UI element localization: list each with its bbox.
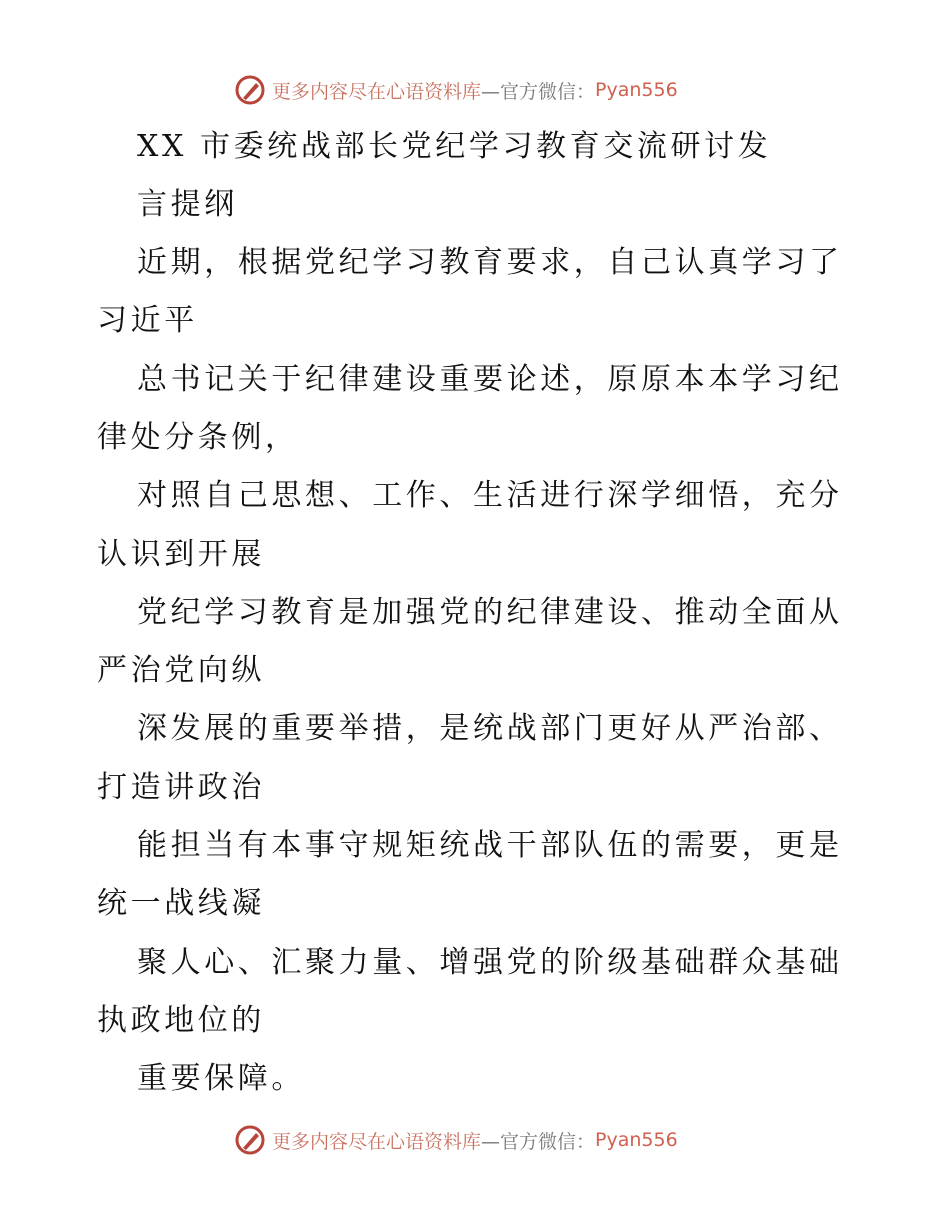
- pen-logo-icon: [234, 74, 266, 106]
- body-line: 党纪学习教育是加强党的纪律建设、推动全面从: [137, 594, 843, 630]
- body-line: 能担当有本事守规矩统战干部队伍的需要，更是: [137, 828, 843, 863]
- body-line: 律处分条例，: [97, 419, 299, 455]
- header-watermark: [234, 72, 678, 108]
- body-line: 打造讲政治: [97, 769, 265, 805]
- watermark-separator: —官方微信：: [481, 80, 596, 103]
- title-line: XX 市委统战部长党纪学习教育交流研讨发: [137, 129, 772, 164]
- pen-logo-icon: [234, 1124, 266, 1156]
- body-line: 执政地位的: [97, 1002, 265, 1038]
- body-line: 重要保障。: [137, 1061, 305, 1097]
- watermark-separator: —官方微信：: [481, 1130, 596, 1153]
- body-line: 习近平: [97, 303, 198, 339]
- body-line: 对照自己思想、工作、生活进行深学细悟，充分: [137, 478, 843, 514]
- watermark-wechat: Pyan556: [595, 79, 678, 101]
- watermark-brand: 更多内容尽在心语资料库: [272, 80, 482, 103]
- body-line: 统一战线凝: [97, 886, 265, 922]
- body-line: 严治党向纵: [97, 653, 265, 689]
- footer-watermark: [234, 1122, 678, 1158]
- body-line: 近期，根据党纪学习教育要求，自己认真学习了: [137, 245, 843, 280]
- title-line: 言提纲: [137, 187, 238, 222]
- body-line: 深发展的重要举措，是统战部门更好从严治部、: [137, 711, 843, 747]
- watermark-brand: 更多内容尽在心语资料库: [272, 1130, 482, 1153]
- body-line: 总书记关于纪律建设重要论述，原原本本学习纪: [137, 361, 843, 397]
- watermark-wechat: Pyan556: [595, 1129, 678, 1151]
- body-line: 认识到开展: [97, 536, 265, 572]
- body-line: 聚人心、汇聚力量、增强党的阶级基础群众基础: [137, 944, 843, 980]
